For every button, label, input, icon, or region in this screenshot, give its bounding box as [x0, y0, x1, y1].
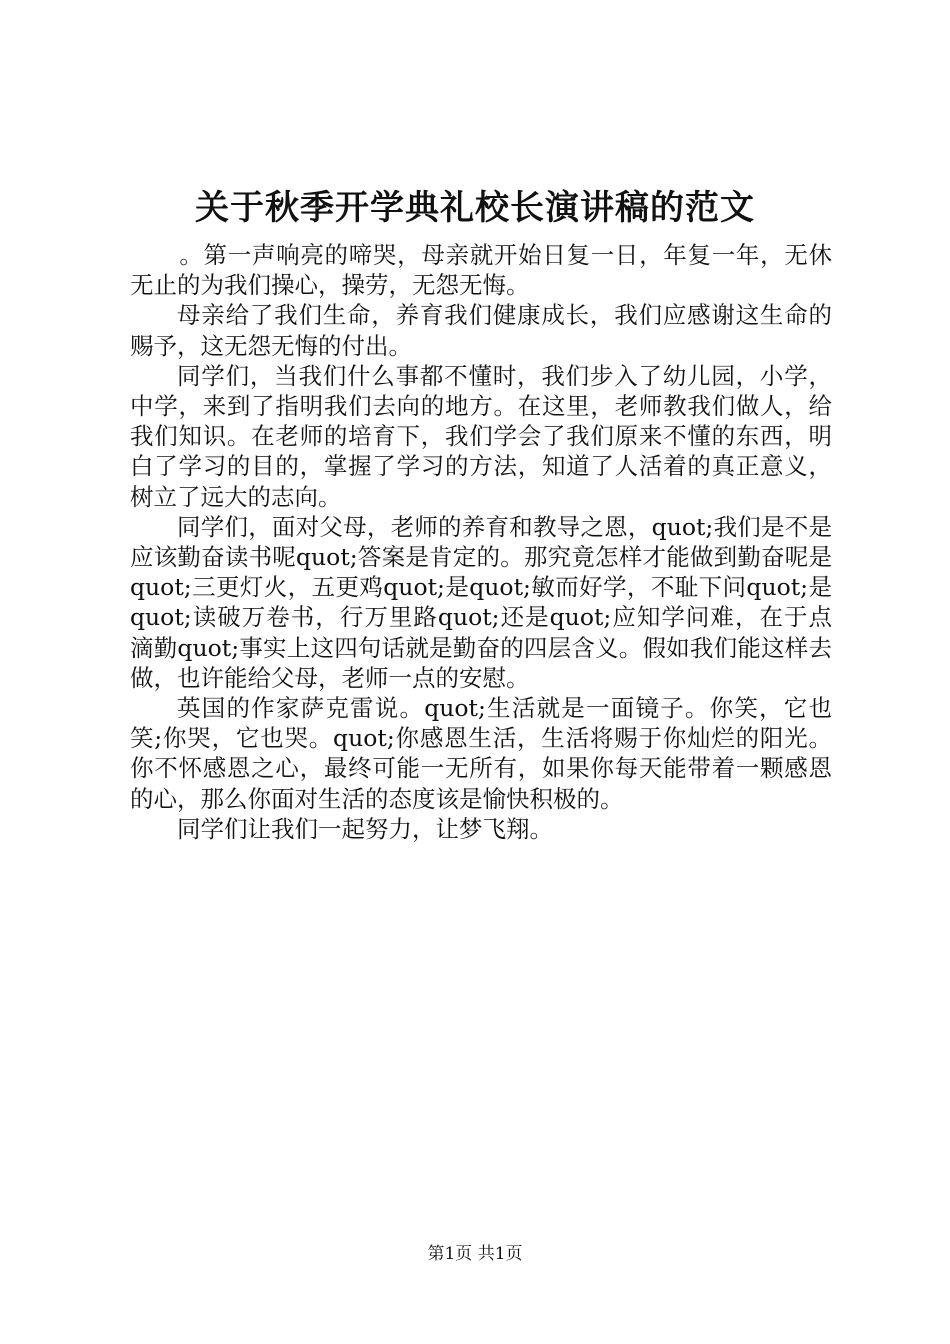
paragraph: 。第一声响亮的啼哭，母亲就开始日复一日，年复一年，无休无止的为我们操心，操劳，无怨无悔。	[130, 241, 832, 300]
paragraph: 同学们，面对父母，老师的养育和教导之恩，quot;我们是不是应该勤奋读书呢quot;答案是肯定的。那究竟怎样才能做到勤奋呢是quot;三更灯火，五更鸡quot;是quot;敏而好学，不耻下问quot;是quot;读破万卷书，行万里路quot;还是quot;应知学问难，在于点滴勤quot;事实上这四句话就是勤奋的四层含义。假如我们能这样去做，也许能给父母，老师一点的安慰。	[130, 512, 832, 692]
paragraph: 英国的作家萨克雷说。quot;生活就是一面镜子。你笑，它也笑;你哭，它也哭。quot;你感恩生活，生活将赐于你灿烂的阳光。你不怀感恩之心，最终可能一无所有，如果你每天能带着一颗感恩的心，那么你面对生活的态度该是愉快积极的。	[130, 694, 832, 813]
paragraph: 母亲给了我们生命，养育我们健康成长，我们应感谢这生命的赐予，这无怨无悔的付出。	[130, 301, 832, 360]
document-title: 关于秋季开学典礼校长演讲稿的范文	[195, 188, 755, 228]
page-footer: 第1页 共1页	[427, 1244, 523, 1264]
paragraph: 同学们让我们一起努力，让梦飞翔。	[177, 814, 553, 843]
paragraph: 同学们，当我们什么事都不懂时，我们步入了幼儿园，小学，中学，来到了指明我们去向的地方。在这里，老师教我们做人，给我们知识。在老师的培育下，我们学会了我们原来不懂的东西，明白了学习的目的，掌握了学习的方法，知道了人活着的真正意义，树立了远大的志向。	[130, 361, 832, 511]
document-body	[130, 240, 832, 844]
